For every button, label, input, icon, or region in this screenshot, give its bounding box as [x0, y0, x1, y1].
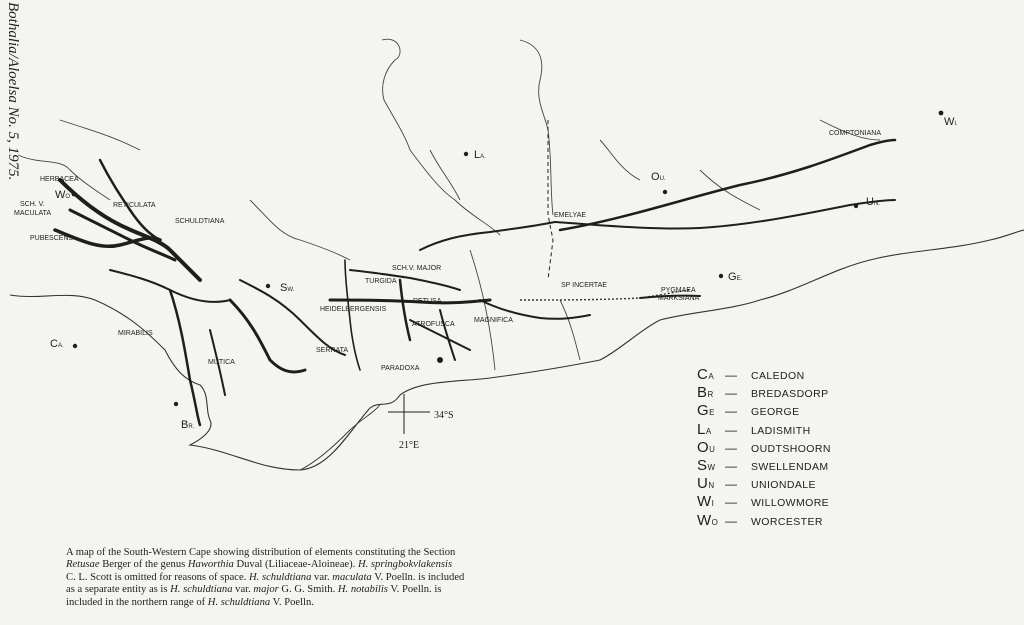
- legend-dash: —: [725, 477, 737, 492]
- legend-abbr-main: S: [697, 456, 708, 474]
- label-turgida: TURGIDA: [365, 278, 397, 285]
- town-label-sw: SW.: [280, 282, 295, 294]
- river-north: [382, 39, 500, 235]
- legend-town-name: WORCESTER: [751, 515, 823, 528]
- legend-dash: —: [725, 495, 737, 510]
- legend-dash: —: [725, 458, 737, 473]
- legend-abbreviation: [697, 493, 725, 510]
- town-label-la: LA.: [474, 149, 486, 161]
- legend-town-name: GEORGE: [751, 406, 800, 419]
- town-label-ge: GE.: [728, 271, 743, 283]
- legend-abbreviation: [697, 439, 725, 456]
- caption-text: var.: [311, 571, 333, 583]
- label-marksiana: MARKSIANA: [658, 295, 700, 302]
- latitude-label: 34°S: [434, 410, 454, 421]
- label-emelyae: EMELYAE: [554, 212, 587, 219]
- caption-text: Duval (Liliaceae-Aloineae).: [233, 559, 358, 571]
- caption-italic: H. schuldtiana: [249, 571, 312, 583]
- caption-line: [66, 572, 642, 584]
- legend-row: [697, 402, 877, 420]
- legend-abbr-sub: W: [707, 462, 716, 472]
- legend-abbr-main: C: [697, 366, 709, 383]
- legend-abbreviation: [697, 402, 725, 419]
- caption-italic: H. springbokvlakensis: [357, 559, 453, 571]
- town-marker-br: [174, 402, 178, 406]
- legend-town-name: WILLOWMORE: [751, 497, 830, 510]
- caption-text: G. G. Smith.: [278, 584, 338, 596]
- caption-italic: Retusae: [66, 559, 100, 571]
- label-comptoniana: COMPTONIANA: [829, 130, 881, 137]
- legend-dash: —: [725, 404, 737, 419]
- legend-abbr-sub: R: [707, 390, 714, 400]
- label-retusa: RETUSA: [413, 298, 442, 305]
- label-pygmaea: PYGMAEA: [661, 287, 696, 294]
- river-coastal: [470, 250, 580, 370]
- legend-row: [697, 439, 877, 457]
- legend-town-name: CALEDON: [751, 370, 805, 382]
- label-herbacea: HERBACEA: [40, 176, 79, 183]
- label-serrata: SERRATA: [316, 347, 349, 354]
- caption-text: included in the northern range of: [66, 596, 208, 608]
- label-sch-major: SCH.V. MAJOR: [392, 265, 442, 272]
- caption-italic: H. schuldtiana: [170, 584, 233, 596]
- caption-italic: maculata: [332, 571, 372, 583]
- legend-town-name: SWELLENDAM: [751, 460, 829, 473]
- town-marker-sw: [266, 284, 270, 288]
- legend-abbreviation: [697, 384, 725, 401]
- legend-abbr-main: U: [697, 475, 709, 493]
- legend-row: [697, 384, 877, 402]
- label-mutica: MUTICA: [208, 359, 235, 366]
- site-paradoxa: [437, 357, 443, 363]
- caption-text: as a separate entity as is: [66, 584, 171, 596]
- caption-line: [66, 547, 642, 559]
- town-marker-wi: [939, 111, 944, 116]
- legend-abbr-sub: I: [711, 499, 715, 509]
- town-markers: [72, 111, 944, 407]
- town-marker-wo: [72, 192, 77, 197]
- journal-running-head: Bothalia/Aloelsa No. 5, 1975.: [5, 2, 21, 181]
- caption-italic: H. notabilis: [337, 584, 388, 596]
- town-label-ou: OU.: [651, 171, 666, 183]
- legend-row: [697, 475, 877, 493]
- town-marker-ou: [663, 190, 667, 194]
- label-magnifica: MAGNIFICA: [474, 317, 513, 324]
- caption-text: V. Poelln.: [270, 596, 314, 608]
- label-sch-maculata-2: MACULATA: [14, 210, 52, 217]
- caption-text: var.: [232, 584, 254, 596]
- label-pubescens: PUBESCENS: [30, 235, 74, 242]
- town-marker-ge: [719, 274, 723, 278]
- caption-text: C. L. Scott is omitted for reasons of space.: [66, 571, 250, 583]
- town-marker-la: [464, 152, 468, 156]
- caption-line: [66, 559, 642, 571]
- town-label-br: BR.: [181, 419, 195, 431]
- town-label-ca: CA.: [50, 338, 64, 350]
- caption-text: A map of the South-Western Cape showing distribution of elements constituting the Section: [66, 547, 456, 558]
- legend-abbreviation: [697, 512, 725, 529]
- legend-abbreviation: [697, 366, 725, 383]
- caption-line: [66, 584, 642, 596]
- river-mid: [250, 150, 460, 260]
- legend-abbr-sub: A: [705, 426, 712, 436]
- town-legend: [697, 366, 877, 530]
- legend-dash: —: [725, 422, 737, 437]
- legend-town-name: OUDTSHOORN: [751, 442, 831, 455]
- label-paradoxa: PARADOXA: [381, 365, 420, 372]
- legend-town-name: UNIONDALE: [751, 479, 816, 492]
- caption-line: [66, 597, 642, 609]
- legend-dash: —: [725, 386, 737, 401]
- legend-abbreviation: [697, 475, 725, 492]
- caption-text: V. Poelln. is: [387, 584, 442, 596]
- inner-coast: [300, 404, 380, 470]
- river-west: [18, 120, 140, 200]
- town-marker-un: [854, 204, 858, 208]
- label-sch-maculata-1: SCH. V.: [20, 201, 45, 208]
- legend-dash: —: [725, 440, 737, 455]
- legend-abbr-sub: O: [711, 517, 719, 527]
- legend-abbr-main: G: [697, 402, 710, 420]
- town-label-wo: WO: [55, 189, 71, 201]
- label-atrofusca: ATROFUSCA: [412, 321, 455, 328]
- label-heidelbergensis: HEIDELBERGENSIS: [320, 306, 387, 313]
- caption-text: V. Poelln. is included: [371, 571, 465, 583]
- legend-abbreviation: [697, 421, 725, 438]
- legend-dash: —: [725, 513, 737, 528]
- label-sp-incertae: SP INCERTAE: [561, 282, 607, 289]
- legend-abbr-sub: N: [708, 481, 715, 491]
- legend-abbr-main: W: [697, 493, 712, 511]
- legend-abbreviation: [697, 457, 725, 474]
- legend-row: [697, 457, 877, 475]
- caption-italic: Haworthia: [187, 559, 234, 571]
- legend-abbr-sub: U: [709, 444, 716, 454]
- caption-italic: major: [253, 584, 279, 596]
- town-marker-ca: [73, 344, 77, 348]
- label-reticulata: RETICULATA: [113, 202, 156, 209]
- legend-town-name: BREDASDORP: [751, 388, 829, 401]
- legend-abbr-sub: A: [708, 372, 715, 381]
- legend-town-name: LADISMITH: [751, 424, 811, 437]
- caption-text: Berger of the genus: [99, 559, 188, 571]
- label-schuldtiana: SCHULDTIANA: [175, 218, 225, 225]
- legend-abbr-sub: E: [709, 408, 716, 418]
- legend-abbr-main: L: [697, 420, 706, 438]
- longitude-label: 21°E: [399, 440, 420, 451]
- caption-italic: H. schuldtiana: [207, 596, 271, 608]
- legend-row: [697, 512, 877, 530]
- town-label-wi: WI.: [944, 116, 958, 128]
- town-label-un: UN.: [866, 196, 880, 208]
- legend-abbr-main: B: [697, 384, 708, 402]
- legend-abbr-main: O: [697, 438, 710, 456]
- scale-cross: [388, 394, 430, 434]
- range-lines-central: [330, 222, 590, 370]
- legend-abbr-main: W: [697, 511, 712, 529]
- legend-row: [697, 366, 877, 384]
- legend-dash: —: [725, 368, 737, 382]
- figure-caption: [66, 547, 642, 609]
- label-mirabilis: MIRABILIS: [118, 330, 153, 337]
- range-lines-east: [555, 140, 895, 298]
- legend-row: [697, 421, 877, 439]
- legend-row: [697, 493, 877, 511]
